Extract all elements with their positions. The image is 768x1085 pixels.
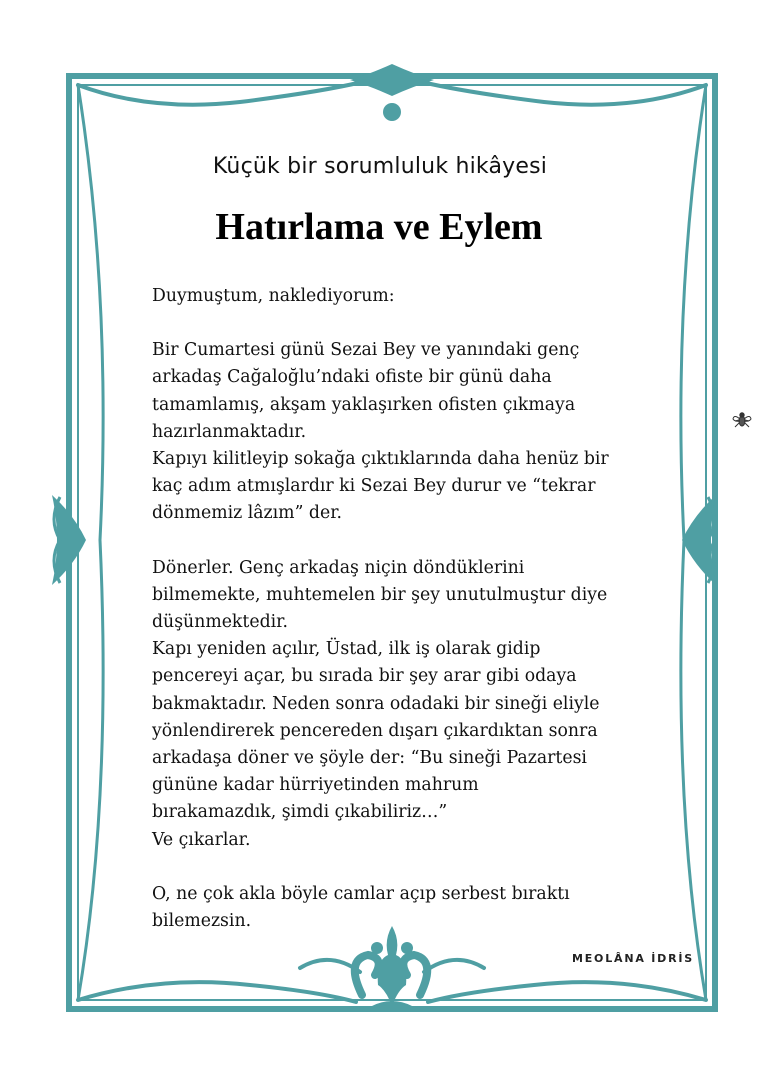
story-line: arkadaşa döner ve şöyle der: “Bu sineği Pazartesi <box>152 748 587 769</box>
document-title: Hatırlama ve Eylem <box>215 206 543 248</box>
fly-icon <box>731 408 753 432</box>
story-line: bakmaktadır. Neden sonra odadaki bir sineği eliyle <box>152 693 600 714</box>
story-line: hazırlanmaktadır. <box>152 421 307 442</box>
paragraph-gap <box>152 528 632 555</box>
story-line: Ve çıkarlar. <box>152 829 251 850</box>
story-line: Kapı yeniden açılır, Üstad, ilk iş olarak gidip <box>152 639 541 660</box>
story-line: arkadaş Cağaloğlu’ndaki ofiste bir günü daha <box>152 367 552 388</box>
story-line: dönmemiz lâzım” der. <box>152 503 343 524</box>
story-line: bırakamazdık, şimdi çıkabiliriz…” <box>152 802 448 823</box>
story-line: bilmemekte, muhtemelen bir şey unutulmuştur diye <box>152 584 608 605</box>
story-line: yönlendirerek pencereden dışarı çıkardıktan sonra <box>152 720 598 741</box>
author-signature: MEOLÂNA İDRİS <box>572 952 694 965</box>
story-line: kaç adım atmışlardır ki Sezai Bey durur ve “tekrar <box>152 476 596 497</box>
story-line: pencereyi açar, bu sırada bir şey arar gibi odaya <box>152 666 577 687</box>
story-body <box>152 283 632 935</box>
story-line: Kapıyı kilitleyip sokağa çıktıklarında daha henüz bir <box>152 449 609 470</box>
story-line: Duymuştum, naklediyorum: <box>152 286 395 306</box>
story-line: Dönerler. Genç arkadaş niçin döndüklerini <box>152 557 525 578</box>
paragraph-gap <box>152 310 632 337</box>
story-line: bilemezsin. <box>152 911 252 932</box>
document-subtitle: Küçük bir sorumluluk hikâyesi <box>212 154 548 179</box>
story-line: tamamlamış, akşam yaklaşırken ofisten çıkmaya <box>152 394 576 415</box>
story-line: düşünmektedir. <box>152 612 289 633</box>
paragraph-gap <box>152 854 632 881</box>
story-line: Bir Cumartesi günü Sezai Bey ve yanındaki genç <box>152 340 580 361</box>
story-line: gününe kadar hürriyetinden mahrum <box>152 775 479 796</box>
story-line: O, ne çok akla böyle camlar açıp serbest bıraktı <box>152 883 570 904</box>
